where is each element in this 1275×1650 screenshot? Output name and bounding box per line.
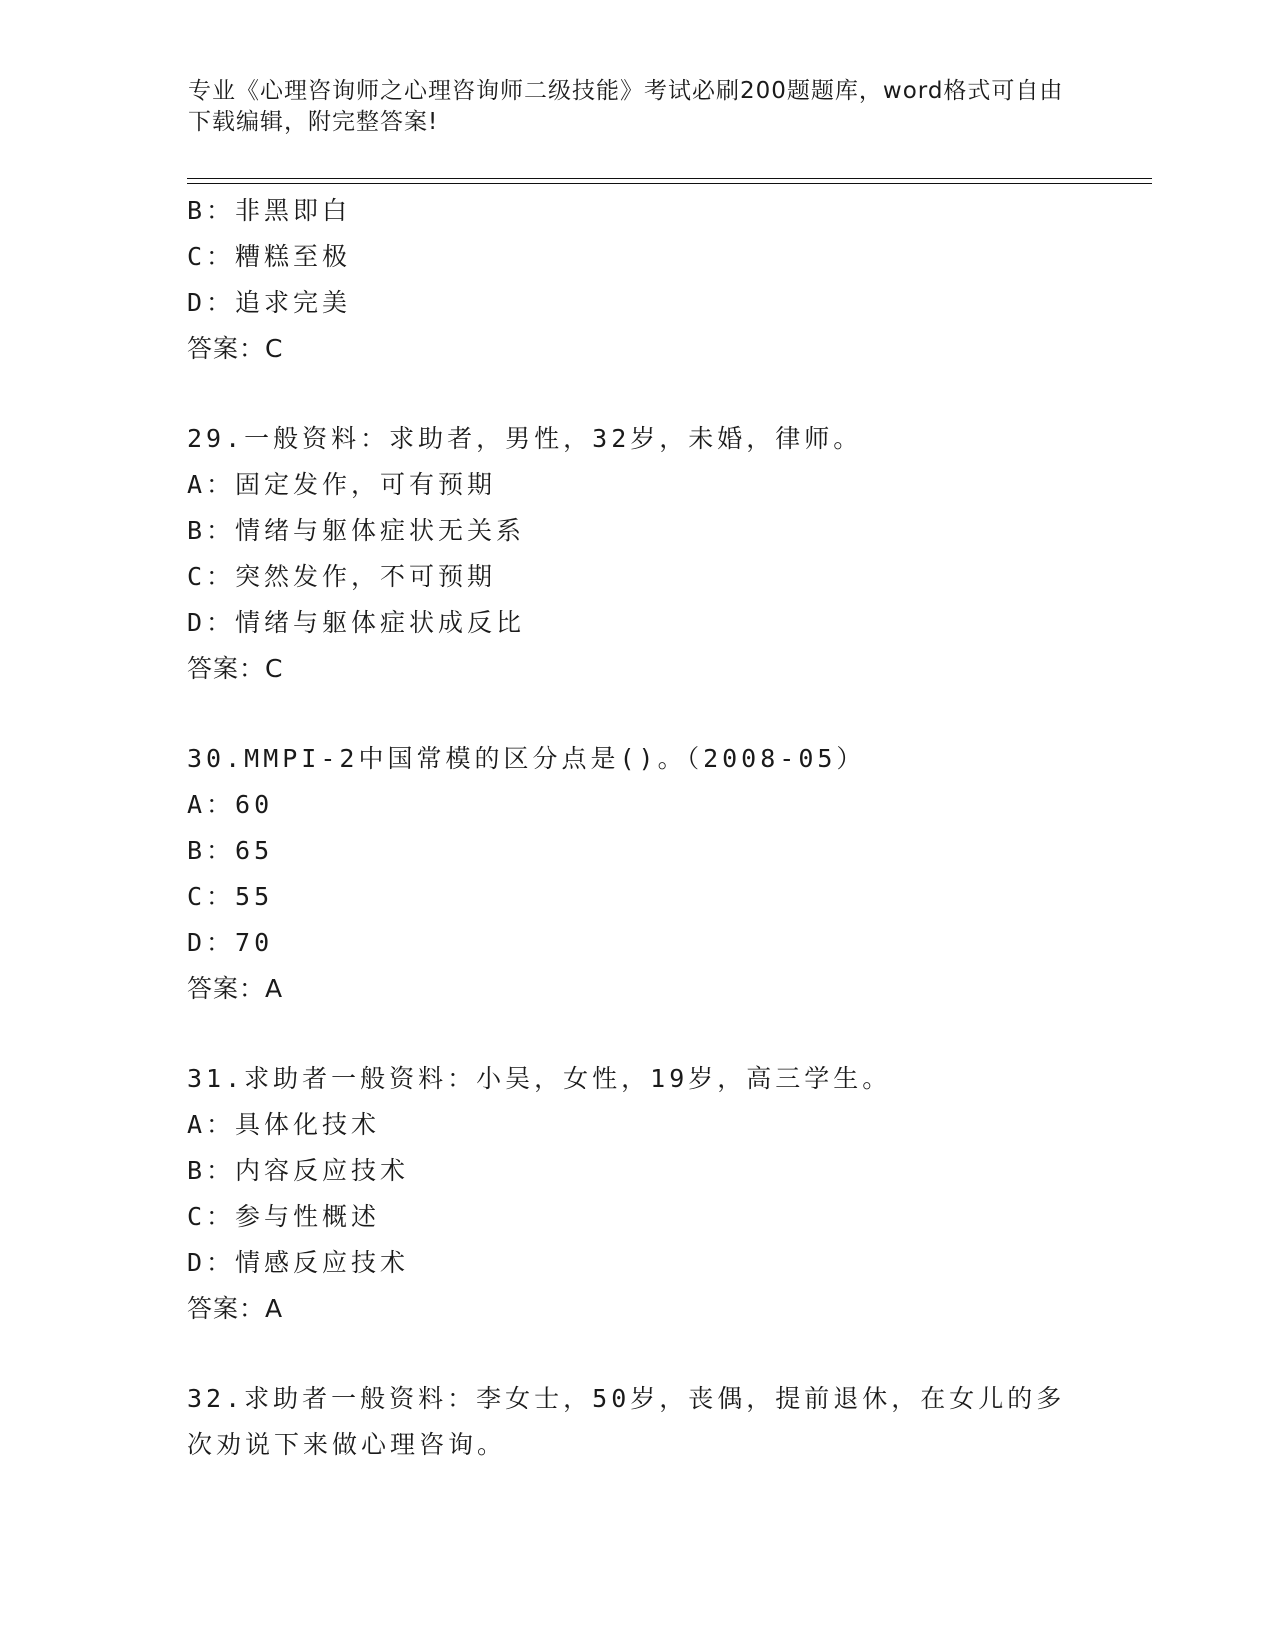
question-text: 31.求助者一般资料：小吴，女性，19岁，高三学生。 — [187, 1064, 892, 1093]
option-a: A：具体化技术 — [187, 1110, 381, 1139]
question-text: 29.一般资料：求助者，男性，32岁，未婚，律师。 — [187, 424, 863, 453]
document-header: 专业《心理咨询师之心理咨询师二级技能》考试必刷200题题库，word格式可自由下载编辑，附完整答案! — [188, 78, 1064, 135]
option-b: B：非黑即白 — [187, 196, 352, 225]
question-31 — [187, 1056, 1087, 1332]
question-text: 32.求助者一般资料：李女士，50岁，丧偶，提前退休，在女儿的多次劝说下来做心理咨询。 — [187, 1384, 1066, 1459]
question-29 — [187, 416, 1087, 692]
option-d: D：情绪与躯体症状成反比 — [187, 608, 526, 637]
answer-line: 答案：A — [187, 974, 284, 1003]
answer-line: 答案：C — [187, 654, 284, 683]
question-list — [187, 188, 1087, 1468]
option-c: C：糟糕至极 — [187, 242, 352, 271]
answer-line: 答案：A — [187, 1294, 284, 1323]
question-30 — [187, 736, 1087, 1012]
header-rule-bottom — [187, 183, 1152, 184]
option-b: B：65 — [187, 836, 274, 865]
question-32 — [187, 1376, 1087, 1468]
option-d: D：情感反应技术 — [187, 1248, 410, 1277]
option-a: A：60 — [187, 790, 274, 819]
option-b: B：内容反应技术 — [187, 1156, 410, 1185]
option-b: B：情绪与躯体症状无关系 — [187, 516, 526, 545]
option-a: A：固定发作，可有预期 — [187, 470, 497, 499]
question-28-continued — [187, 188, 1087, 372]
option-c: C：参与性概述 — [187, 1202, 381, 1231]
question-text: 30.MMPI-2中国常模的区分点是()。（2008-05） — [187, 744, 866, 773]
option-d: D：追求完美 — [187, 288, 352, 317]
option-c: C：突然发作，不可预期 — [187, 562, 497, 591]
option-d: D：70 — [187, 928, 274, 957]
header-rule-top — [187, 178, 1152, 179]
option-c: C：55 — [187, 882, 274, 911]
answer-line: 答案：C — [187, 334, 284, 363]
